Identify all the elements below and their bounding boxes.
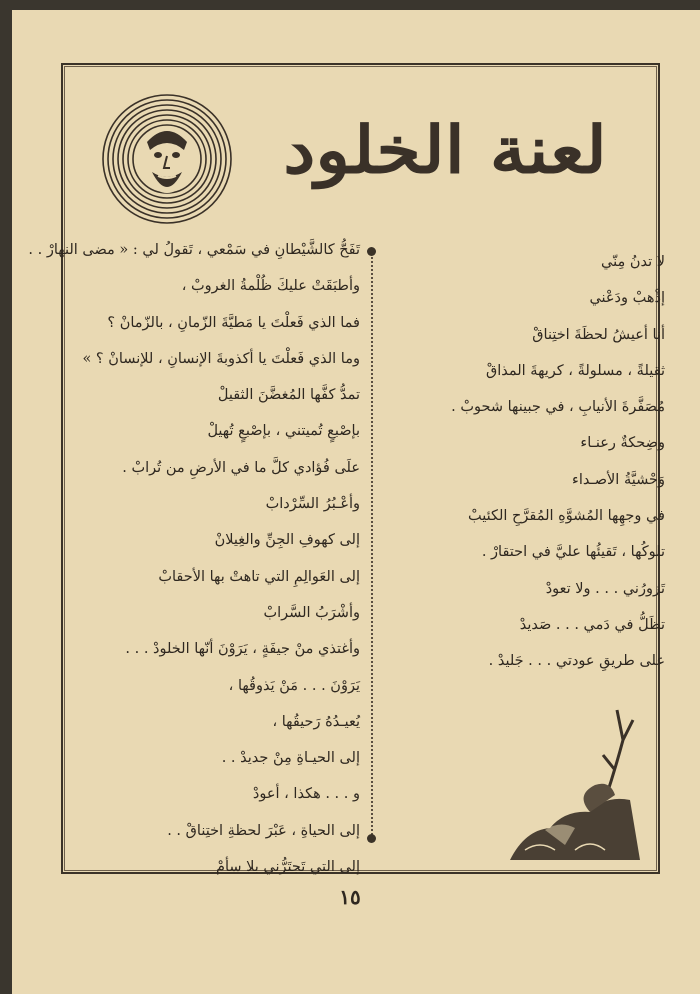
poem-line: إلى التي تَجتَرُّني بلا سأمْ <box>215 859 360 876</box>
poem-line: أنا أعيشُ لحظَةَ اختِناقْ <box>532 326 665 343</box>
poem-line: و . . . هكذا ، أعودْ <box>252 786 360 803</box>
poem-line: تلوكُها ، تَقيئُها عليَّ في احتقارْ . <box>481 544 665 561</box>
poem-line: وَحْشيَّةُ الأصـداء <box>572 471 665 488</box>
poem-line: علَى فُؤادي كلَّ ما في الأرضِ من تُرابْ . <box>122 459 360 476</box>
poem-line: تمدُّ كفَّها المُغضَّنَ الثقيلْ <box>217 387 360 404</box>
poem-right-column <box>390 244 665 680</box>
poem-left-column <box>28 232 360 885</box>
poem-line: إلى الحياةِ ، عَبْرَ لحظةِ اختِناقْ . . <box>167 822 360 839</box>
poem-line: إلى العَوالِمِ التي تاهتْ بها الأحقابْ <box>158 568 360 585</box>
poem-line: يُعيـدُهُ رَحيقُها ، <box>272 713 360 730</box>
column-divider <box>371 250 373 838</box>
poem-line: وأغتذي منْ جيفَةٍ ، يَرَوْنَ أنّها الخلودْ . . . <box>125 641 360 658</box>
poem-line: في وجهِها المُشوَّهِ المُقرَّحِ الكئيبْ <box>467 508 665 525</box>
poem-line: إذْهبْ ودَعْني <box>589 290 665 307</box>
poem-line: لا تدنُ مِنّي <box>600 254 665 270</box>
poem-line: ثقيلةً ، مسلولةً ، كريهةَ المذاقْ <box>485 362 665 379</box>
poem-line: فما الذي فَعلْتَ يا مَطيَّةَ الزّمانِ ، بالزّمانْ ؟ <box>107 314 360 331</box>
spiral-face-emblem <box>100 92 234 226</box>
poem-line: إلى كهوفِ الجِنِّ والغِيلانْ <box>214 532 360 549</box>
page-number: ١٥ <box>339 885 361 909</box>
poem-line: تَفَحُّ كالشَّيْطانِ في سَمْعي ، تَقولُ لي : « مضى النهارْ . . <box>28 242 360 258</box>
poem-line: وأعْـبُرُ السِّرْدابْ <box>265 496 360 513</box>
poem-line: بإصْبعٍ تُميتني ، بإصْبعٍ تُهيلْ <box>207 423 360 440</box>
poem-line: مُصَفَّرةَ الأنيابِ ، في جبينها شحوبْ . <box>451 399 665 416</box>
poem-line: على طريقِ عودتي . . . جَليدْ . <box>488 653 665 670</box>
poem-line: وما الذي فَعلْتَ يا أكذوبةَ الإنسانِ ، للإنسانْ ؟ » <box>82 350 360 367</box>
poem-line: وأشْرَبُ السَّرابْ <box>263 604 360 621</box>
poem-line: إلى الحيـاةِ مِنْ جديدْ . . <box>221 750 360 767</box>
poem-line: وضِحكةٌ رعنـاء <box>580 435 665 452</box>
divider-dot-top <box>367 247 376 256</box>
poem-line: تَزورُني . . . ولا تعودْ <box>545 580 665 597</box>
poem-line: وأطبَقَتْ عليكَ ظُلْمةُ الغروبْ ، <box>181 278 360 295</box>
landscape-illustration <box>505 700 650 865</box>
poem-line: يَرَوْنَ . . . مَنْ يَذوقُها ، <box>228 677 360 694</box>
divider-dot-bottom <box>367 834 376 843</box>
page-title: لعنة الخلود <box>283 111 607 188</box>
poem-line: تظَلُّ في دَمي . . . صَديدْ <box>519 616 665 633</box>
